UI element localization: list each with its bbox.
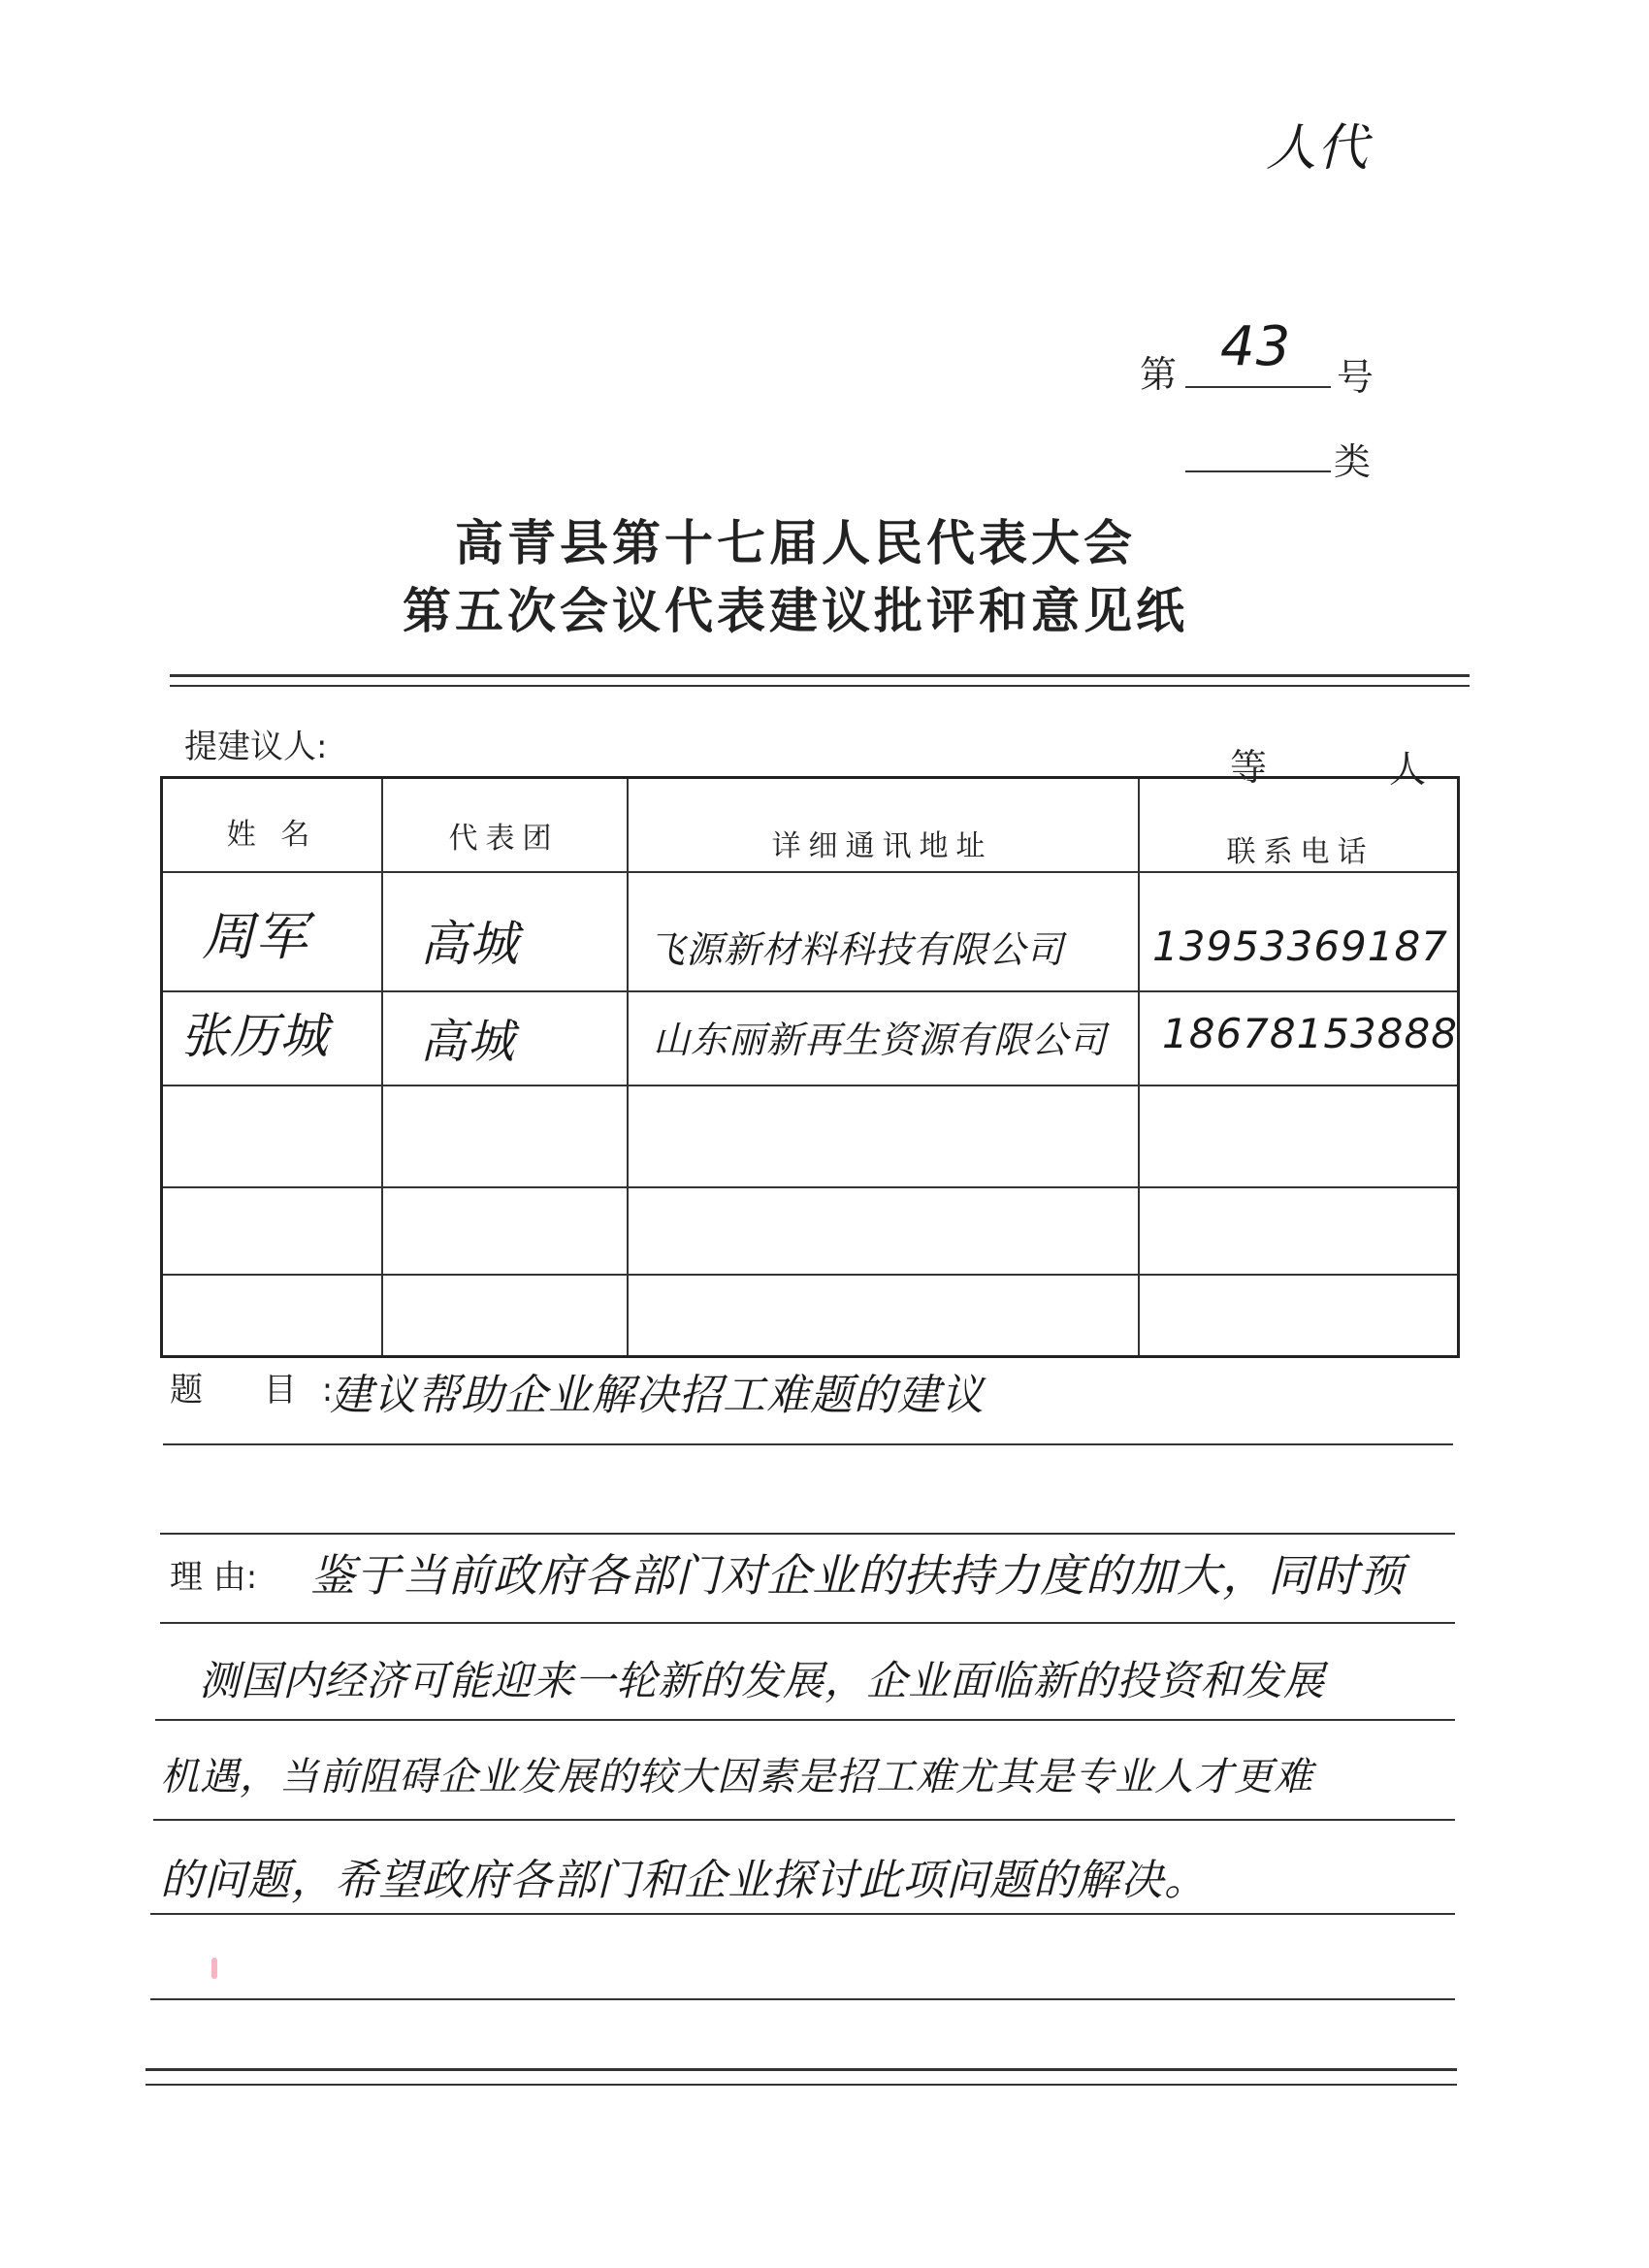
number-underline — [1185, 386, 1331, 388]
header-phone: 联系电话 — [1226, 835, 1374, 869]
proposer-table — [160, 776, 1460, 1358]
table-divider — [163, 1186, 1457, 1188]
topic-rule — [160, 1533, 1455, 1535]
topic-label: 题 目: — [170, 1371, 359, 1409]
proposer-label: 提建议人: — [184, 728, 328, 766]
reason-line-3: 机遇，当前阻碍企业发展的较大因素是招工难尤其是专业人才更难 — [160, 1755, 1313, 1799]
category-underline — [1185, 470, 1331, 472]
reason-line-1: 鉴于当前政府各部门对企业的扶持力度的加大，同时预 — [310, 1549, 1405, 1602]
reason-rule — [150, 1998, 1455, 2000]
row1-address: 飞源新材料科技有限公司 — [648, 928, 1065, 971]
row1-delegation: 高城 — [420, 916, 519, 972]
topic-rule — [163, 1443, 1453, 1445]
row2-name: 张历城 — [180, 1008, 329, 1064]
number-prefix: 第 — [1140, 353, 1178, 396]
table-divider — [627, 779, 629, 1355]
reason-line-2: 测国内经济可能迎来一轮新的发展，企业面临新的投资和发展 — [199, 1657, 1326, 1704]
row2-address: 山东丽新再生资源有限公司 — [653, 1019, 1108, 1061]
row2-phone: 18678153888 — [1162, 1010, 1458, 1057]
document-number: 43 — [1220, 315, 1292, 378]
page-title-line1: 高青县第十七届人民代表大会 — [455, 514, 1136, 571]
topic-value: 建议帮助企业解决招工难题的建议 — [330, 1371, 985, 1420]
page-title-line2: 第五次会议代表建议批评和意见纸 — [403, 582, 1188, 639]
etc-label: 等 — [1230, 746, 1268, 789]
corner-handwritten-note: 人代 — [1266, 119, 1370, 178]
reason-rule — [155, 1719, 1455, 1721]
bottom-rule-top — [146, 2068, 1457, 2071]
header-delegation: 代表团 — [448, 822, 560, 856]
table-divider — [163, 1274, 1457, 1276]
table-divider — [381, 779, 383, 1355]
bottom-rule-bottom — [146, 2084, 1457, 2086]
header-name: 姓 名 — [226, 818, 318, 852]
category-suffix: 类 — [1334, 440, 1372, 483]
ink-stain — [211, 1958, 217, 1979]
title-rule-bottom — [170, 685, 1470, 687]
number-suffix: 号 — [1337, 356, 1374, 399]
person-label: 人 — [1389, 748, 1427, 791]
reason-label: 理 由: — [170, 1558, 258, 1597]
row1-phone: 13953369187 — [1152, 923, 1448, 970]
reason-line-4: 的问题，希望政府各部门和企业探讨此项问题的解决。 — [160, 1856, 1208, 1905]
table-divider — [163, 1085, 1457, 1086]
reason-rule — [153, 1819, 1455, 1821]
row1-name: 周军 — [202, 906, 308, 967]
row2-delegation: 高城 — [420, 1015, 516, 1069]
reason-rule — [150, 1913, 1455, 1915]
table-divider — [163, 871, 1457, 873]
reason-rule — [160, 1622, 1455, 1624]
title-rule-top — [170, 674, 1470, 677]
table-divider — [163, 990, 1457, 992]
header-address: 详细通讯地址 — [771, 829, 993, 863]
